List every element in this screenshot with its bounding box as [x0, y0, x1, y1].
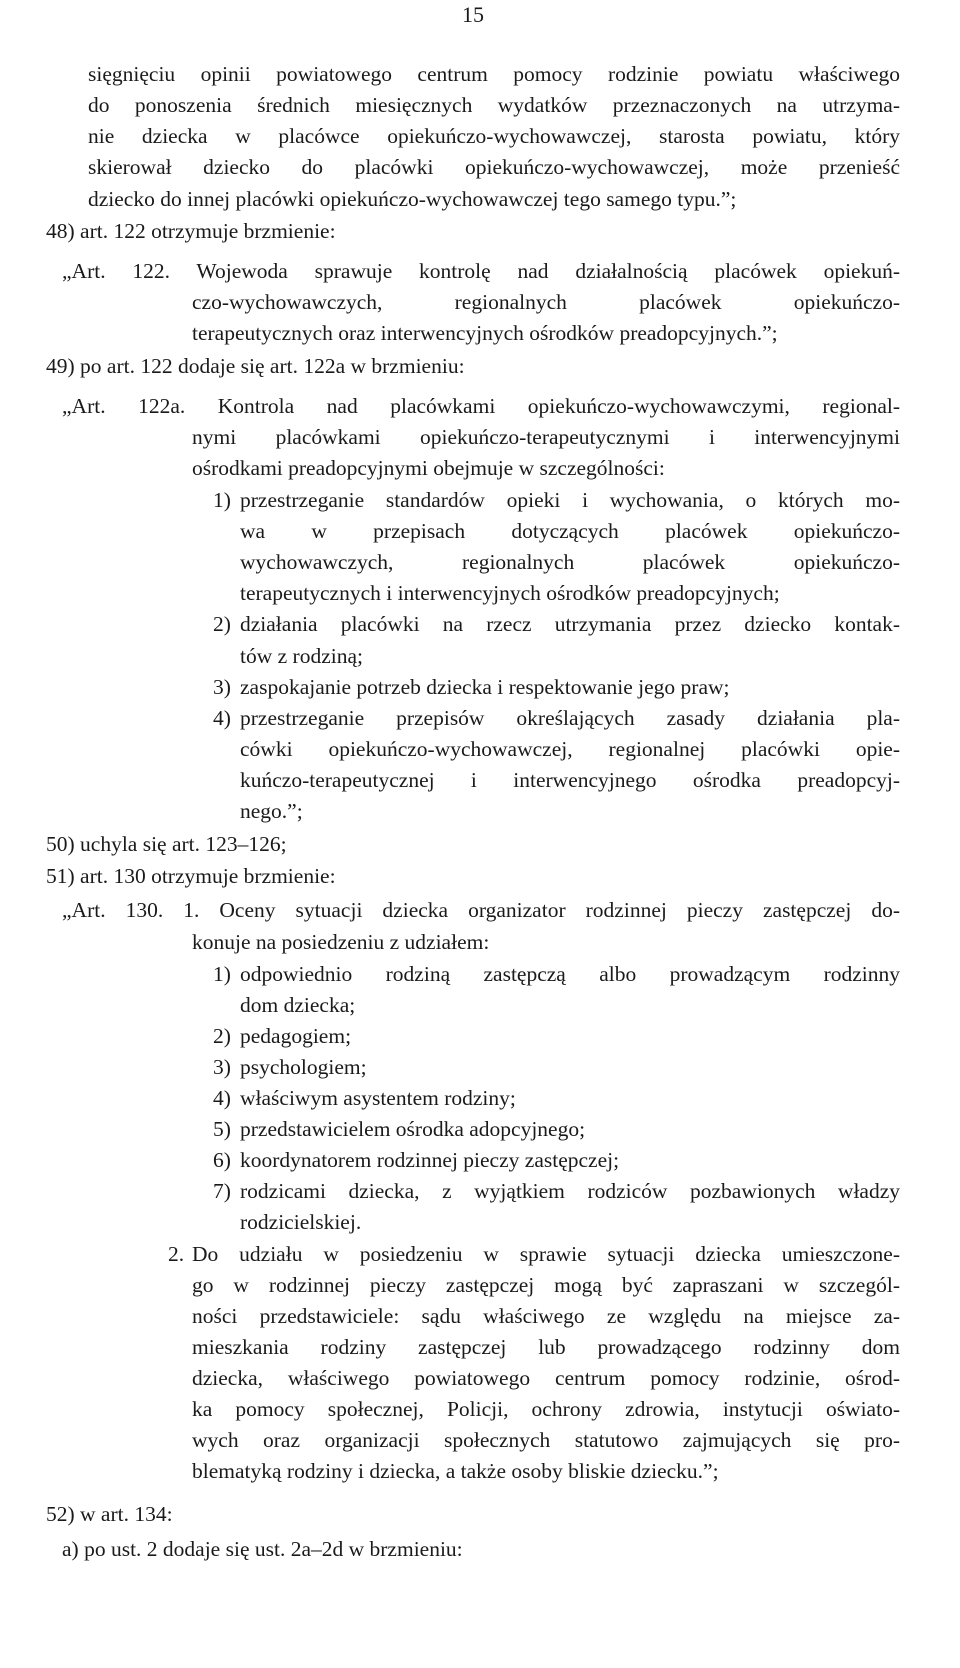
intro-line-3: nie dziecka w placówce opiekuńczo-wychowawczej, starosta powiatu, który [88, 124, 900, 148]
intro-line-1: sięgnięciu opinii powiatowego centrum pomocy rodzinie powiatu właściwego [88, 62, 900, 86]
point-1-line-1: przestrzeganie standardów opieki i wychowania, o których mo- [240, 488, 900, 512]
point-4-line-2: cówki opiekuńczo-wychowawczej, regionalnej placówki opie- [240, 737, 900, 761]
intro-line-5: dziecko do innej placówki opiekuńczo-wychowawczej tego samego typu.”; [88, 187, 737, 211]
item-52-heading: 52) w art. 134: [46, 1502, 173, 1526]
point-1-label: 1) [213, 488, 231, 512]
art-130-point-2-line-1: pedagogiem; [240, 1024, 352, 1048]
art-130-point-1-label: 1) [213, 962, 231, 986]
intro-line-4: skierował dziecko do placówki opiekuńczo-wychowawczej, może przenieść [88, 155, 900, 179]
art-122a-line-1: „Art. 122a. Kontrola nad placówkami opiekuńczo-wychowawczymi, regional- [62, 394, 900, 418]
ust-2-line-7: wych oraz organizacji społecznych statutowo zajmujących się pro- [192, 1428, 900, 1452]
art-130-point-1-line-1: odpowiednio rodziną zastępczą albo prowadzącym rodzinny [240, 962, 900, 986]
point-2-line-1: działania placówki na rzecz utrzymania przez dziecko kontak- [240, 612, 900, 636]
art-130-line-2: konuje na posiedzeniu z udziałem: [192, 930, 490, 954]
ust-2-line-2: go w rodzinnej pieczy zastępczej mogą być zapraszani w szczegól- [192, 1273, 900, 1297]
point-3-line-1: zaspokajanie potrzeb dziecka i respektowanie jego praw; [240, 675, 730, 699]
ust-2-line-1: Do udziału w posiedzeniu w sprawie sytuacji dziecka umieszczone- [192, 1242, 900, 1266]
art-130-point-7-line-1: rodzicami dziecka, z wyjątkiem rodziców pozbawionych władzy [240, 1179, 900, 1203]
point-2-label: 2) [213, 612, 231, 636]
point-1-line-3: wychowawczych, regionalnych placówek opiekuńczo- [240, 550, 900, 574]
ust-2-line-4: mieszkania rodziny zastępczej lub prowadzącego rodzinny dom [192, 1335, 900, 1359]
art-130-point-7-label: 7) [213, 1179, 231, 1203]
art-130-point-4-line-1: właściwym asystentem rodziny; [240, 1086, 516, 1110]
item-49-heading: 49) po art. 122 dodaje się art. 122a w brzmieniu: [46, 354, 465, 378]
art-130-point-2-label: 2) [213, 1024, 231, 1048]
ust-2-label: 2. [168, 1242, 185, 1266]
ust-2-line-5: dziecka, właściwego powiatowego centrum pomocy rodzinie, ośrod- [192, 1366, 900, 1390]
ust-2-line-8: blematyką rodziny i dziecka, a także osoby bliskie dziecku.”; [192, 1459, 719, 1483]
art-130-point-6-label: 6) [213, 1148, 231, 1172]
art-122-line-1: „Art. 122. Wojewoda sprawuje kontrolę nad działalnością placówek opiekuń- [62, 259, 900, 283]
art-130-point-3-line-1: psychologiem; [240, 1055, 367, 1079]
point-4-label: 4) [213, 706, 231, 730]
point-1-line-2: wa w przepisach dotyczących placówek opiekuńczo- [240, 519, 900, 543]
point-3-label: 3) [213, 675, 231, 699]
art-122a-line-3: ośrodkami preadopcyjnymi obejmuje w szczególności: [192, 456, 665, 480]
point-4-line-4: nego.”; [240, 799, 303, 823]
art-130-point-1-line-2: dom dziecka; [240, 993, 356, 1017]
ust-2-line-6: ka pomocy społecznej, Policji, ochrony zdrowia, instytucji oświato- [192, 1397, 900, 1421]
point-4-line-1: przestrzeganie przepisów określających zasady działania pla- [240, 706, 900, 730]
point-1-line-4: terapeutycznych i interwencyjnych ośrodków preadopcyjnych; [240, 581, 780, 605]
item-51-heading: 51) art. 130 otrzymuje brzmienie: [46, 864, 336, 888]
page-number: 15 [462, 2, 484, 27]
item-48-heading: 48) art. 122 otrzymuje brzmienie: [46, 219, 336, 243]
art-130-point-3-label: 3) [213, 1055, 231, 1079]
art-130-point-7-line-2: rodzicielskiej. [240, 1210, 362, 1234]
ust-2-line-3: ności przedstawiciele: sądu właściwego ze względu na miejsce za- [192, 1304, 900, 1328]
art-122-line-3: terapeutycznych oraz interwencyjnych ośrodków preadopcyjnych.”; [192, 321, 778, 345]
art-122a-line-2: nymi placówkami opiekuńczo-terapeutycznymi i interwencyjnymi [192, 425, 900, 449]
item-52-sub-a: a) po ust. 2 dodaje się ust. 2a–2d w brzmieniu: [62, 1537, 463, 1561]
art-130-point-5-line-1: przedstawicielem ośrodka adopcyjnego; [240, 1117, 586, 1141]
art-130-point-6-line-1: koordynatorem rodzinnej pieczy zastępczej; [240, 1148, 620, 1172]
art-130-point-4-label: 4) [213, 1086, 231, 1110]
point-4-line-3: kuńczo-terapeutycznej i interwencyjnego ośrodka preadopcyj- [240, 768, 900, 792]
art-122-line-2: czo-wychowawczych, regionalnych placówek opiekuńczo- [192, 290, 900, 314]
intro-line-2: do ponoszenia średnich miesięcznych wydatków przeznaczonych na utrzyma- [88, 93, 900, 117]
art-130-point-5-label: 5) [213, 1117, 231, 1141]
item-50: 50) uchyla się art. 123–126; [46, 832, 287, 856]
point-2-line-2: tów z rodziną; [240, 644, 363, 668]
art-130-line-1: „Art. 130. 1. Oceny sytuacji dziecka organizator rodzinnej pieczy zastępczej do- [62, 898, 900, 922]
